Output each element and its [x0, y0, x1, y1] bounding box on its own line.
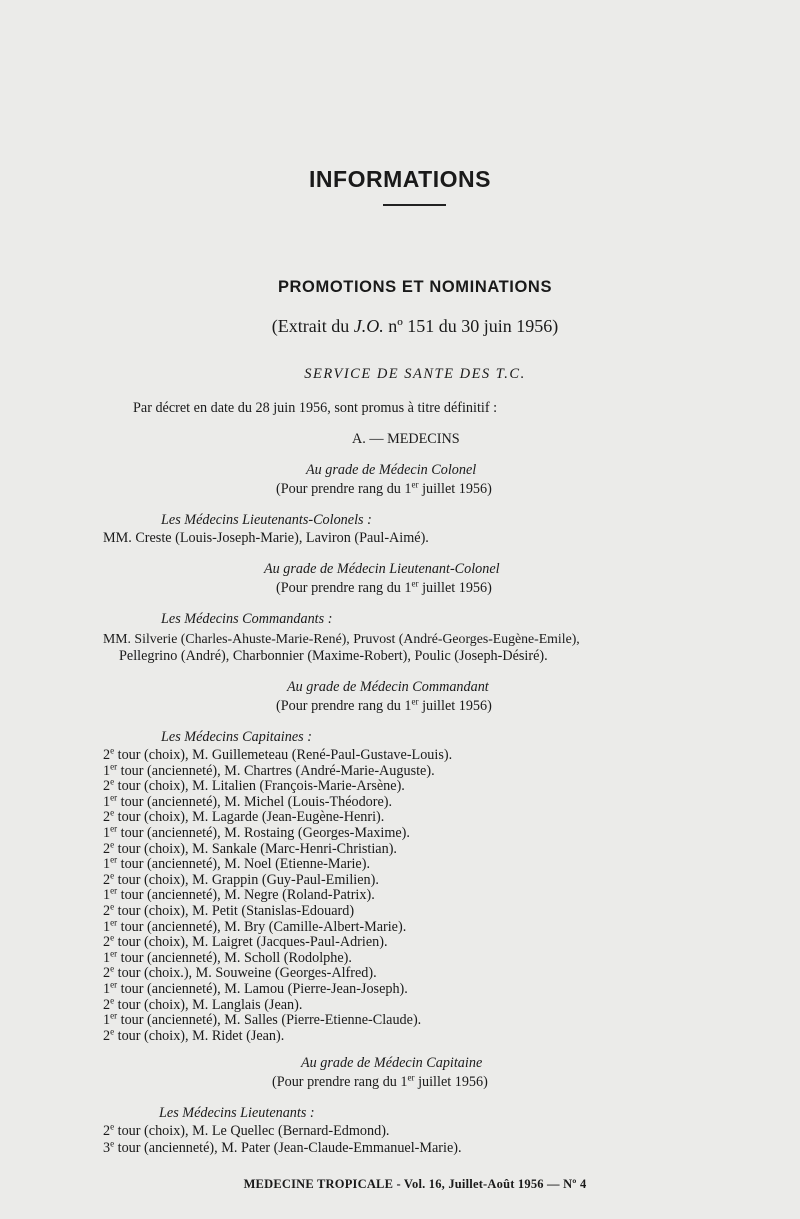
- ordinal: 3: [103, 1140, 111, 1156]
- rank-date: (Pour prendre rang du 1er juillet 1956): [276, 578, 492, 596]
- source-journal: J.O.: [353, 316, 384, 336]
- ordinal-suffix: e: [110, 1121, 115, 1132]
- ordinal-suffix: e: [110, 838, 115, 849]
- list-item-text: tour (choix.), M. Souweine (Georges-Alfred).: [114, 965, 377, 982]
- rank-date: (Pour prendre rang du 1er juillet 1956): [276, 696, 492, 714]
- ordinal-suffix: e: [110, 745, 115, 756]
- list-item-text: tour (choix), M. Petit (Stanislas-Edouard): [114, 903, 355, 919]
- list-item: [103, 1028, 284, 1045]
- list-item: [103, 965, 377, 982]
- ordinal-suffix: e: [110, 1138, 115, 1149]
- list-item: [103, 1123, 389, 1140]
- source-reference: [0, 316, 800, 337]
- list-item: [103, 809, 384, 826]
- list-item-text: tour (ancienneté), M. Negre (Roland-Patrix).: [117, 887, 375, 904]
- list-item-text: tour (ancienneté), M. Chartres (André-Marie-Auguste).: [117, 762, 435, 779]
- ordinal-suffix: e: [110, 1026, 115, 1037]
- ordinal: 2: [103, 903, 111, 919]
- list-item-text: tour (ancienneté), M. Rostaing (Georges-Maxime).: [117, 825, 410, 841]
- ordinal-suffix: e: [110, 870, 115, 881]
- list-item-text: tour (choix), M. Le Quellec (Bernard-Edmond).: [114, 1123, 390, 1139]
- list-item: [103, 1140, 462, 1157]
- ordinal-suffix: e: [110, 963, 115, 974]
- list-item-text: tour (choix), M. Grappin (Guy-Paul-Emilien).: [114, 871, 379, 888]
- category-heading: A. — MEDECINS: [352, 431, 460, 447]
- ordinal: 1: [103, 793, 111, 810]
- ordinal: 1: [103, 949, 111, 966]
- group-label: Les Médecins Lieutenants :: [159, 1105, 315, 1121]
- ordinal: 2: [103, 934, 111, 951]
- list-item-text: tour (choix), M. Laigret (Jacques-Paul-Adrien).: [114, 934, 388, 951]
- ordinal: 1: [103, 887, 111, 904]
- ordinal-suffix: e: [110, 901, 115, 912]
- source-suffix: nº 151 du 30 juin 1956): [383, 316, 559, 336]
- ordinal-suffix: e: [110, 932, 115, 943]
- ordinal-suffix: er: [110, 854, 118, 865]
- decree-text: Par décret en date du 28 juin 1956, sont promus à titre définitif :: [133, 400, 498, 416]
- service-heading: SERVICE DE SANTE DES T.C.: [304, 366, 526, 382]
- list-item-text: tour (choix), M. Ridet (Jean).: [114, 1027, 285, 1044]
- grade-heading: Au grade de Médecin Capitaine: [301, 1055, 483, 1071]
- list-item: [103, 887, 375, 904]
- list-item: [103, 856, 370, 873]
- list-item-text: tour (ancienneté), M. Salles (Pierre-Etienne-Claude).: [117, 1012, 422, 1029]
- ordinal: 2: [103, 747, 111, 763]
- list-item: [103, 825, 410, 842]
- grade-heading: Au grade de Médecin Colonel: [306, 462, 477, 478]
- list-item: [103, 1012, 421, 1029]
- ordinal: 2: [103, 1027, 111, 1044]
- list-item-text: tour (ancienneté), M. Bry (Camille-Albert-Marie).: [117, 918, 407, 935]
- group-label: Les Médecins Capitaines :: [161, 729, 312, 745]
- list-item-text: tour (choix), M. Sankale (Marc-Henri-Christian).: [114, 840, 397, 857]
- ordinal-suffix: e: [110, 807, 115, 818]
- page-footer: MEDECINE TROPICALE - Vol. 16, Juillet-Août 1956 — Nº 4: [243, 1177, 587, 1191]
- list-item: MM. Creste (Louis-Joseph-Marie), Laviron (Paul-Aimé).: [103, 530, 429, 546]
- ordinal: 1: [103, 1012, 111, 1029]
- ordinal-suffix: e: [110, 776, 115, 787]
- ordinal: 2: [103, 840, 111, 857]
- ordinal: 2: [103, 1123, 111, 1139]
- rank-date: (Pour prendre rang du 1er juillet 1956): [272, 1072, 488, 1090]
- list-item: [103, 778, 405, 795]
- ordinal-suffix: er: [110, 885, 118, 896]
- ordinal-suffix: er: [110, 792, 118, 803]
- group-label: Les Médecins Commandants :: [161, 611, 333, 627]
- list-item-text: tour (ancienneté), M. Scholl (Rodolphe).: [117, 949, 352, 966]
- ordinal-suffix: er: [110, 948, 118, 959]
- ordinal-suffix: er: [110, 979, 118, 990]
- list-item-text: tour (choix), M. Langlais (Jean).: [114, 996, 303, 1013]
- list-item-text: tour (ancienneté), M. Pater (Jean-Claude-Emmanuel-Marie).: [114, 1140, 462, 1156]
- ordinal: 1: [103, 762, 111, 779]
- list-item: [103, 903, 354, 920]
- ordinal: 2: [103, 871, 111, 888]
- list-item-text: tour (choix), M. Lagarde (Jean-Eugène-Henri).: [114, 809, 385, 826]
- ordinal-suffix: er: [110, 1010, 118, 1021]
- ordinal-suffix: er: [110, 823, 118, 834]
- list-item-text: tour (choix), M. Guillemeteau (René-Paul-Gustave-Louis).: [114, 747, 453, 763]
- list-item: [103, 981, 408, 998]
- list-item: [103, 747, 452, 764]
- list-item-text: tour (ancienneté), M. Michel (Louis-Théodore).: [117, 793, 393, 810]
- ordinal-suffix: e: [110, 994, 115, 1005]
- ordinal: 2: [103, 996, 111, 1013]
- ordinal: 1: [103, 981, 111, 997]
- ordinal: 1: [103, 856, 111, 873]
- list-item-text: tour (ancienneté), M. Lamou (Pierre-Jean-Joseph).: [117, 981, 408, 997]
- ordinal: 2: [103, 778, 111, 795]
- ordinal: 1: [103, 918, 111, 935]
- rank-date: (Pour prendre rang du 1er juillet 1956): [276, 479, 492, 497]
- list-item-text: tour (ancienneté), M. Noel (Etienne-Marie).: [117, 856, 370, 873]
- grade-heading: Au grade de Médecin Commandant: [287, 679, 489, 695]
- list-item-text: tour (choix), M. Litalien (François-Marie-Arsène).: [114, 778, 405, 795]
- ordinal-suffix: er: [110, 916, 118, 927]
- grade-heading: Au grade de Médecin Lieutenant-Colonel: [264, 561, 500, 577]
- ordinal: 1: [103, 825, 111, 841]
- ordinal: 2: [103, 965, 111, 982]
- source-prefix: (Extrait du: [271, 316, 354, 336]
- title-underline: [383, 204, 446, 206]
- ordinal: 2: [103, 809, 111, 826]
- group-label: Les Médecins Lieutenants-Colonels :: [161, 512, 372, 528]
- list-item: Pellegrino (André), Charbonnier (Maxime-Robert), Poulic (Joseph-Désiré).: [119, 648, 548, 664]
- list-item: MM. Silverie (Charles-Ahuste-Marie-René), Pruvost (André-Georges-Eugène-Emile),: [103, 631, 580, 646]
- page-title: INFORMATIONS: [309, 166, 491, 192]
- section-heading: PROMOTIONS ET NOMINATIONS: [277, 278, 553, 296]
- ordinal-suffix: er: [110, 760, 118, 771]
- list-item: [103, 934, 388, 951]
